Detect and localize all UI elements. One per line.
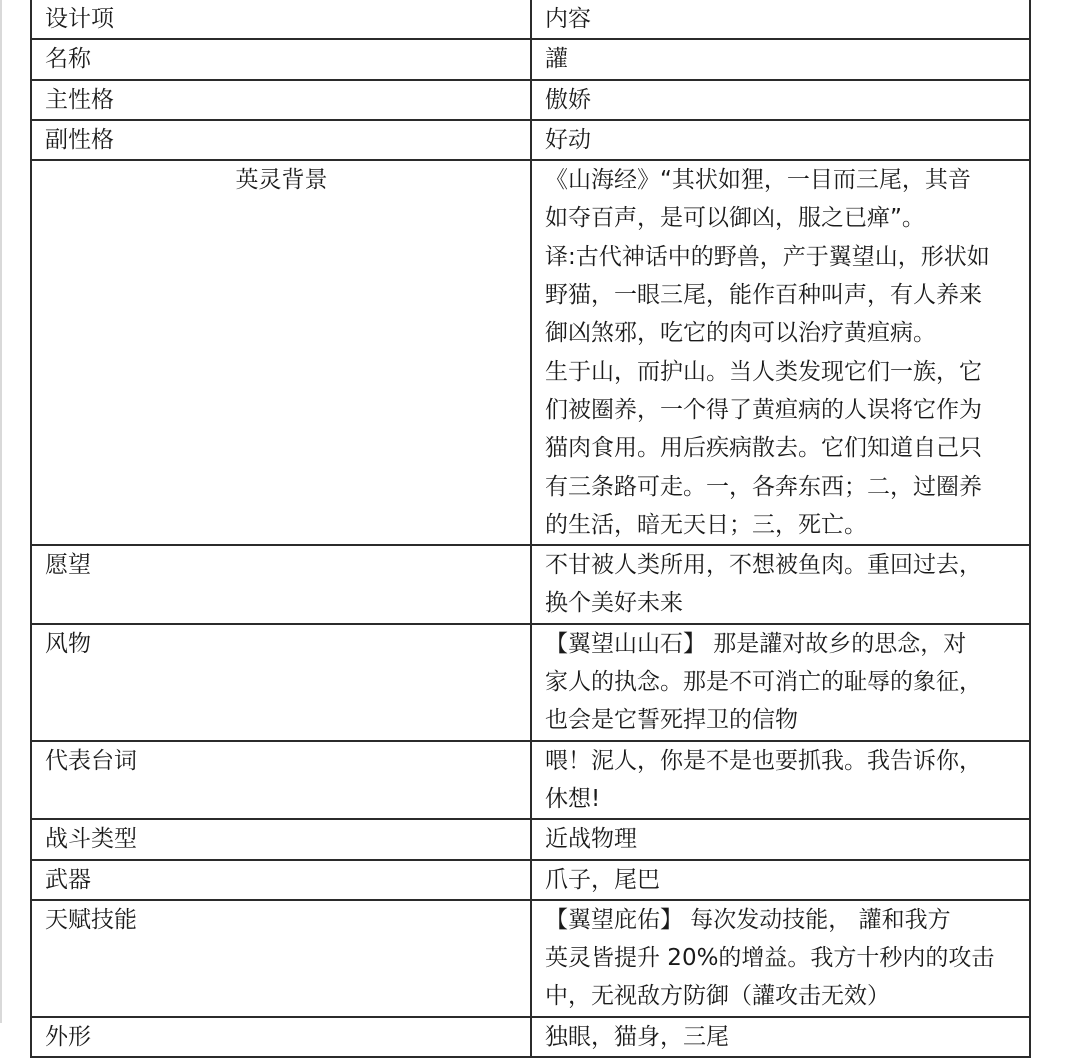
value-cell: [531, 160, 1030, 545]
table-row: [31, 860, 1030, 900]
value-line: 傲娇: [545, 86, 591, 113]
table-row: [31, 819, 1030, 859]
value-line: 如夺百声，是可以御凶，服之已瘅”。: [545, 205, 925, 232]
field-cell: 战斗类型: [31, 819, 531, 859]
value-cell: [531, 1017, 1030, 1057]
field-cell: 愿望: [31, 545, 531, 624]
value-line: 家人的执念。那是不可消亡的耻辱的象征，: [545, 669, 982, 696]
value-line: 英灵皆提升 20%的增益。我方十秒内的攻击: [545, 945, 995, 972]
table-row: [31, 80, 1030, 120]
value-cell: [531, 900, 1030, 1017]
value-line: 独眼，猫身，三尾: [545, 1023, 729, 1050]
table-row: [31, 1017, 1030, 1057]
value-line: 生于山，而护山。当人类发现它们一族，它: [545, 358, 982, 385]
value-cell: [531, 39, 1030, 79]
value-cell: [531, 741, 1030, 820]
value-line: 译:古代神话中的野兽，产于翼望山，形状如: [545, 243, 990, 270]
field-cell: 主性格: [31, 80, 531, 120]
value-line: 猫肉食用。用后疾病散去。它们知道自己只: [545, 435, 982, 462]
design-table: [30, 0, 1031, 1058]
value-line: 也会是它誓死捍卫的信物: [545, 707, 798, 734]
field-cell: 风物: [31, 624, 531, 741]
value-line: 不甘被人类所用，不想被鱼肉。重回过去，: [545, 552, 982, 579]
field-cell: 名称: [31, 39, 531, 79]
value-line: 爪子，尾巴: [545, 866, 660, 893]
field-cell: 外形: [31, 1017, 531, 1057]
value-cell: [531, 120, 1030, 160]
value-line: 好动: [545, 126, 591, 153]
table-row: [31, 120, 1030, 160]
table-row: [31, 624, 1030, 741]
value-cell: [531, 860, 1030, 900]
value-cell: [531, 80, 1030, 120]
value-line: 喂！泥人，你是不是也要抓我。我告诉你，: [545, 747, 982, 774]
value-line: 《山海经》“其状如狸，一目而三尾，其音: [545, 167, 971, 194]
value-line: 野猫，一眼三尾，能作百种叫声，有人养来: [545, 282, 982, 309]
table-row: [31, 39, 1030, 79]
value-line: 【翼望庇佑】 每次发动技能， 讙和我方: [545, 906, 951, 933]
value-cell: [531, 624, 1030, 741]
field-cell: 代表台词: [31, 741, 531, 820]
table-row: [31, 160, 1030, 545]
field-cell: 天赋技能: [31, 900, 531, 1017]
value-line: 有三条路可走。一，各奔东西；二，过圈养: [545, 473, 982, 500]
value-line: 换个美好未来: [545, 590, 683, 617]
value-line: 休想!: [545, 785, 601, 812]
header-field-cell: 设计项: [31, 0, 531, 39]
value-line: 【翼望山山石】 那是讙对故乡的思念，对: [545, 630, 967, 657]
value-cell: [531, 819, 1030, 859]
header-content-cell: 内容: [531, 0, 1030, 39]
value-line: 中，无视敌方防御（讙攻击无效）: [545, 983, 890, 1010]
value-line: 近战物理: [545, 826, 637, 853]
value-line: 御凶煞邪，吃它的肉可以治疗黄疸病。: [545, 320, 936, 347]
field-cell: 武器: [31, 860, 531, 900]
value-cell: [531, 545, 1030, 624]
value-line: 讙: [545, 46, 568, 73]
field-cell: 英灵背景: [31, 160, 531, 545]
value-line: 的生活，暗无天日；三，死亡。: [545, 511, 867, 538]
table-header-row: [31, 0, 1030, 39]
table-row: [31, 900, 1030, 1017]
page-left-edge: [0, 0, 2, 1023]
table-row: [31, 545, 1030, 624]
value-line: 们被圈养，一个得了黄疸病的人误将它作为: [545, 396, 982, 423]
table-row: [31, 741, 1030, 820]
field-cell: 副性格: [31, 120, 531, 160]
